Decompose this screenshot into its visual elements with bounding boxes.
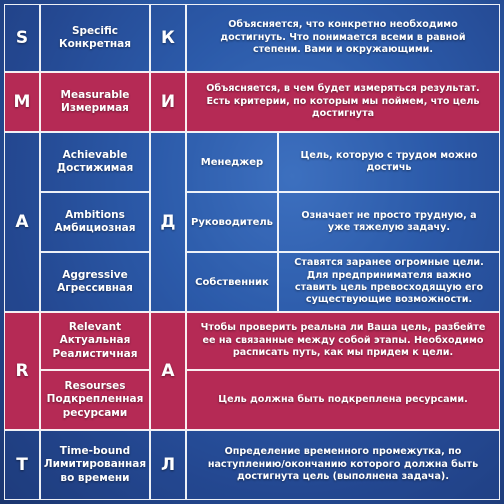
criterion-relevant: Relevant Актуальная Реалистичная [40, 312, 150, 370]
description-achievable: Цель, которую с трудом можно достичь [278, 132, 500, 192]
letter-a-ru: А [150, 312, 186, 430]
description-specific: Объясняется, что конкретно необходимо достигнуть. Что понимается всеми в равной степени. Вами и окружающими. [186, 4, 500, 72]
letter-d: Д [150, 132, 186, 312]
letter-m: M [4, 72, 40, 132]
criterion-achievable: Achievable Достижимая [40, 132, 150, 192]
role-manager: Менеджер [186, 132, 278, 192]
letter-s: S [4, 4, 40, 72]
criterion-specific: Specific Конкретная [40, 4, 150, 72]
letter-r: R [4, 312, 40, 430]
letter-i: И [150, 72, 186, 132]
criterion-time-bound: Time-bound Лимитированная во времени [40, 430, 150, 500]
description-relevant: Чтобы проверить реальна ли Ваша цель, разбейте ее на связанные между собой этапы. Необходимо расписать путь, как мы придем к цели. [186, 312, 500, 370]
letter-a: A [4, 132, 40, 312]
criterion-aggressive: Aggressive Агрессивная [40, 252, 150, 312]
criterion-ambitions: Ambitions Амбициозная [40, 192, 150, 252]
description-measurable: Объясняется, в чем будет измеряться результат. Есть критерии, по которым мы поймем, что цель достигнута [186, 72, 500, 132]
description-time-bound: Определение временного промежутка, по наступлению/окончанию которого должна быть достигнута цель (выполнена задача). [186, 430, 500, 500]
description-aggressive: Ставятся заранее огромные цели. Для предпринимателя важно ставить цель превосходящую его существующие возможности. [278, 252, 500, 312]
role-owner: Собственник [186, 252, 278, 312]
description-ambitions: Означает не просто трудную, а уже тяжелую задачу. [278, 192, 500, 252]
description-resourses: Цель должна быть подкреплена ресурсами. [186, 370, 500, 430]
letter-t: T [4, 430, 40, 500]
letter-l: Л [150, 430, 186, 500]
criterion-measurable: Measurable Измеримая [40, 72, 150, 132]
role-director: Руководитель [186, 192, 278, 252]
letter-k: К [150, 4, 186, 72]
criterion-resourses: Resourses Подкрепленная ресурсами [40, 370, 150, 430]
